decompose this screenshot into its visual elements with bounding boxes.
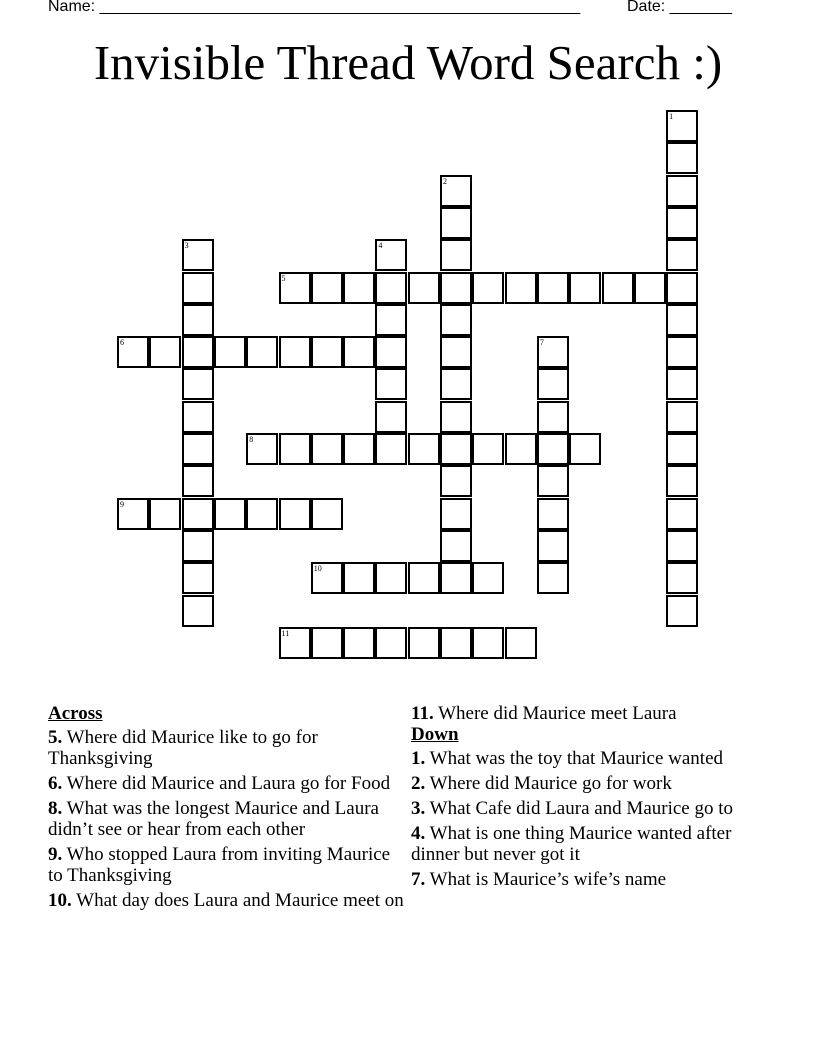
crossword-cell[interactable] [666, 207, 698, 239]
crossword-cell[interactable] [666, 595, 698, 627]
crossword-cell[interactable] [117, 336, 149, 368]
crossword-cell[interactable] [666, 175, 698, 207]
crossword-cell[interactable] [182, 595, 214, 627]
crossword-cell[interactable] [408, 562, 440, 594]
crossword-cell[interactable] [279, 272, 311, 304]
clue-number: 9. [48, 844, 63, 865]
crossword-cell[interactable] [440, 562, 472, 594]
crossword-cell[interactable] [537, 368, 569, 400]
clue-number: 6. [48, 773, 63, 794]
crossword-cell[interactable] [440, 627, 472, 659]
crossword-cell[interactable] [666, 239, 698, 271]
clue-text: What was the toy that Maurice wanted [425, 748, 723, 769]
crossword-cell[interactable] [182, 336, 214, 368]
crossword-cell[interactable] [666, 142, 698, 174]
clue-text: Where did Maurice like to go for Thanksgiving [48, 727, 318, 769]
crossword-cell[interactable] [182, 562, 214, 594]
crossword-cell[interactable] [311, 498, 343, 530]
across-clue [48, 727, 408, 769]
crossword-cell[interactable] [182, 272, 214, 304]
crossword-cell[interactable] [666, 272, 698, 304]
crossword-cell[interactable] [246, 433, 278, 465]
crossword-cell[interactable] [375, 368, 407, 400]
crossword-cell[interactable] [408, 272, 440, 304]
crossword-cell[interactable] [472, 433, 504, 465]
crossword-cell[interactable] [666, 368, 698, 400]
crossword-cell[interactable] [311, 336, 343, 368]
crossword-cell[interactable] [311, 562, 343, 594]
crossword-cell[interactable] [472, 562, 504, 594]
crossword-cell[interactable] [537, 336, 569, 368]
clue-text: Who stopped Laura from inviting Maurice to Thanksgiving [48, 844, 391, 886]
down-clue [411, 823, 771, 865]
cell-number: 7 [539, 338, 544, 348]
crossword-cell[interactable] [537, 530, 569, 562]
crossword-cell[interactable] [117, 498, 149, 530]
crossword-cell[interactable] [440, 401, 472, 433]
crossword-cell[interactable] [666, 304, 698, 336]
crossword-cell[interactable] [440, 530, 472, 562]
crossword-cell[interactable] [440, 498, 472, 530]
crossword-cell[interactable] [279, 336, 311, 368]
crossword-cell[interactable] [149, 498, 181, 530]
crossword-cell[interactable] [537, 498, 569, 530]
cell-number: 10 [313, 564, 322, 574]
crossword-cell[interactable] [246, 498, 278, 530]
crossword-cell[interactable] [182, 401, 214, 433]
crossword-cell[interactable] [537, 272, 569, 304]
name-label: Name: ______________________________________________________ [48, 0, 581, 15]
crossword-cell[interactable] [666, 336, 698, 368]
down-heading: Down [411, 724, 459, 745]
clue-number: 1. [411, 748, 426, 769]
crossword-cell[interactable] [537, 465, 569, 497]
crossword-cell[interactable] [279, 498, 311, 530]
crossword-cell[interactable] [279, 433, 311, 465]
clue-text: Where did Maurice and Laura go for Food [62, 773, 391, 794]
clue-number: 4. [411, 823, 426, 844]
clue-number: 3. [411, 798, 426, 819]
down-clue [411, 798, 771, 819]
clue-text: What was the longest Maurice and Laura didn’t see or hear from each other [48, 798, 379, 840]
crossword-cell[interactable] [375, 304, 407, 336]
crossword-cell[interactable] [375, 562, 407, 594]
crossword-cell[interactable] [214, 498, 246, 530]
crossword-cell[interactable] [666, 465, 698, 497]
crossword-cell[interactable] [182, 368, 214, 400]
crossword-cell[interactable] [505, 272, 537, 304]
crossword-cell[interactable] [472, 627, 504, 659]
crossword-cell[interactable] [666, 110, 698, 142]
crossword-cell[interactable] [375, 627, 407, 659]
clue-text: What day does Laura and Maurice meet on [71, 890, 404, 911]
crossword-cell[interactable] [537, 562, 569, 594]
across-heading: Across [48, 703, 103, 724]
down-clue [411, 748, 771, 769]
crossword-cell[interactable] [343, 272, 375, 304]
clue-text: What is Maurice’s wife’s name [425, 869, 667, 890]
crossword-cell[interactable] [343, 562, 375, 594]
crossword-cell[interactable] [279, 627, 311, 659]
crossword-cell[interactable] [666, 401, 698, 433]
crossword-cell[interactable] [214, 336, 246, 368]
crossword-cell[interactable] [440, 304, 472, 336]
crossword-cell[interactable] [666, 562, 698, 594]
crossword-cell[interactable] [149, 336, 181, 368]
cell-number: 1 [669, 112, 674, 121]
crossword-cell[interactable] [440, 207, 472, 239]
crossword-cell[interactable] [182, 239, 214, 271]
crossword-cell[interactable] [440, 433, 472, 465]
clue-number: 10. [48, 890, 72, 911]
across-clue [411, 703, 771, 724]
crossword-cell[interactable] [375, 336, 407, 368]
down-clue [411, 773, 771, 794]
cell-number: 11 [281, 628, 290, 638]
crossword-cell[interactable] [182, 433, 214, 465]
crossword-cell[interactable] [375, 433, 407, 465]
crossword-cell[interactable] [182, 304, 214, 336]
crossword-cell[interactable] [440, 368, 472, 400]
crossword-cell[interactable] [343, 627, 375, 659]
clues-right-column [411, 703, 771, 894]
clue-text: What is one thing Maurice wanted after dinner but never got it [411, 823, 732, 865]
crossword-cell[interactable] [666, 498, 698, 530]
crossword-cell[interactable] [343, 433, 375, 465]
crossword-cell[interactable] [311, 433, 343, 465]
crossword-cell[interactable] [182, 498, 214, 530]
crossword-cell[interactable] [246, 336, 278, 368]
clue-text: Where did Maurice meet Laura [433, 703, 677, 724]
crossword-cell[interactable] [602, 272, 634, 304]
crossword-cell[interactable] [182, 465, 214, 497]
crossword-cell[interactable] [343, 336, 375, 368]
crossword-cell[interactable] [375, 239, 407, 271]
crossword-cell[interactable] [472, 272, 504, 304]
crossword-cell[interactable] [537, 401, 569, 433]
crossword-cell[interactable] [505, 433, 537, 465]
crossword-cell[interactable] [440, 465, 472, 497]
crossword-cell[interactable] [440, 336, 472, 368]
crossword-cell[interactable] [505, 627, 537, 659]
cell-number: 6 [120, 338, 124, 348]
clues-left-column [48, 703, 408, 915]
across-clue [48, 844, 408, 886]
cell-number: 2 [443, 176, 447, 186]
cell-number: 5 [281, 273, 286, 283]
crossword-cell[interactable] [537, 433, 569, 465]
crossword-cell[interactable] [408, 433, 440, 465]
crossword-cell[interactable] [440, 272, 472, 304]
cell-number: 3 [184, 241, 189, 251]
clue-text: What Cafe did Laura and Maurice go to [425, 798, 734, 819]
crossword-cell[interactable] [440, 175, 472, 207]
down-clue [411, 869, 771, 890]
crossword-cell[interactable] [569, 433, 601, 465]
cell-number: 4 [378, 241, 383, 251]
across-clue [48, 798, 408, 840]
crossword-cell[interactable] [311, 272, 343, 304]
clue-number: 11. [411, 703, 434, 724]
clue-number: 5. [48, 727, 63, 748]
crossword-cell[interactable] [311, 627, 343, 659]
cell-number: 9 [120, 499, 124, 509]
date-label: Date: _______ [627, 0, 732, 15]
crossword-cell[interactable] [440, 239, 472, 271]
crossword-cell[interactable] [666, 530, 698, 562]
page-title: Invisible Thread Word Search :) [93, 35, 723, 90]
crossword-cell[interactable] [634, 272, 666, 304]
crossword-cell[interactable] [666, 433, 698, 465]
cell-number: 8 [249, 435, 254, 444]
crossword-cell[interactable] [182, 530, 214, 562]
clue-number: 8. [48, 798, 63, 819]
crossword-cell[interactable] [408, 627, 440, 659]
crossword-cell[interactable] [569, 272, 601, 304]
clue-number: 2. [411, 773, 426, 794]
crossword-cell[interactable] [375, 272, 407, 304]
clue-number: 7. [411, 869, 426, 890]
clue-text: Where did Maurice go for work [425, 773, 672, 794]
across-clue [48, 773, 408, 794]
crossword-cell[interactable] [375, 401, 407, 433]
across-clue [48, 890, 408, 911]
